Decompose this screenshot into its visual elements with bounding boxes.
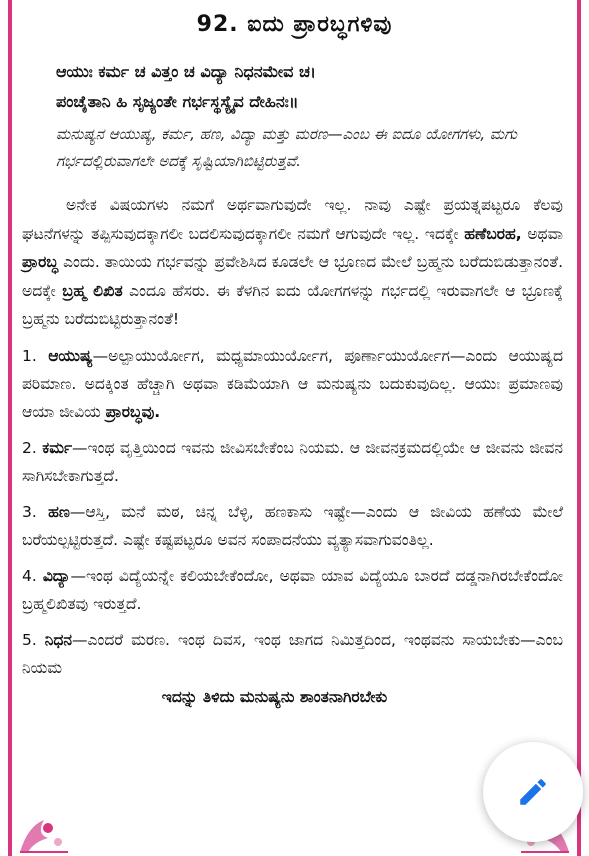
item-text: —ಇಂಥ ವಿದ್ಯೆಯನ್ನೇ ಕಲಿಯಬೇಕೆಂದೋ, ಅಥವಾ ಯಾವ ವಿದ್ಯೆಯೂ ಬಾರದೆ ದಡ್ಡನಾಗಿರಬೇಕೆಂದೋ ಬ್ರಹ್ಮಲಿಖಿತವು ಇರುತ್ತದೆ. [22, 566, 563, 613]
item-term: ಆಯುಷ್ಯ [48, 346, 93, 365]
item-number: 4. [22, 566, 37, 585]
intro-text-2: ಅಥವಾ [521, 224, 563, 243]
floral-corner-ornament-left [18, 806, 70, 854]
item-number: 1. [22, 346, 37, 365]
list-item [22, 626, 567, 682]
verse-line-1: ಆಯುಃ ಕರ್ಮ ಚ ವಿತ್ತಂ ಚ ವಿದ್ಯಾ ನಿಧನಮೇವ ಚ। [56, 62, 316, 81]
item-number: 5. [22, 630, 37, 649]
closing-line: ಇದನ್ನು ತಿಳಿದು ಮನುಷ್ಯನು ಶಾಂತನಾಗಿರಬೇಕು [161, 687, 388, 706]
page-border-right [577, 0, 581, 856]
verse-line-2: ಪಂಚೈತಾನಿ ಹಿ ಸೃಜ್ಯಂತೇ ಗರ್ಭಸ್ಥಸ್ಯೈವ ದೇಹಿನಃ॥ [56, 92, 299, 111]
list-item [22, 342, 567, 426]
item-number: 3. [22, 502, 37, 521]
item-text: —ಇಂಥ ವೃತ್ತಿಯಿಂದ ಇವನು ಜೀವಿಸಬೇಕೆಂಬ ನಿಯಮ. ಆ ಜೀವನಕ್ರಮದಲ್ಲಿಯೇ ಆ ಜೀವನು ಜೀವನ ಸಾಗಿಸಬೇಕಾಗುತ್ತದೆ. [22, 438, 563, 485]
item-tail: ಪ್ರಾರಬ್ಧವು. [105, 402, 161, 421]
document-page [22, 0, 567, 856]
edit-button[interactable] [483, 742, 583, 842]
intro-text-4: ಎಂದೂ ಹೆಸರು. ಈ ಕೆಳಗಿನ ಐದು ಯೋಗಗಳನ್ನು ಗರ್ಭದಲ್ಲಿ ಇರುವಾಗಲೇ ಆ ಭ್ರೂಣಕ್ಕೆ ಬ್ರಹ್ಮನು ಬರೆದುಬಿಟ್ಟಿರುತ್ತಾನಂತೆ! [22, 281, 563, 328]
item-term: ಕರ್ಮ [42, 438, 72, 457]
item-term: ನಿಧನ [44, 630, 73, 649]
verse-meaning: ಮನುಷ್ಯನ ಆಯುಷ್ಯ, ಕರ್ಮ, ಹಣ, ವಿದ್ಯಾ ಮತ್ತು ಮರಣ—ಎಂಬ ಈ ಐದೂ ಯೋಗಗಳು, ಮಗು ಗರ್ಭದಲ್ಲಿರುವಾಗಲೇ ಅದಕ್ಕೆ ಸೃಷ್ಟಿಯಾಗಿಬಿಟ್ಟಿರುತ್ತವೆ. [56, 125, 518, 170]
item-text: —ಅಲ್ಪಾಯುರ್ಯೋಗ, ಮಧ್ಯಮಾಯುರ್ಯೋಗ, ಪೂರ್ಣಾಯುರ್ಯೋಗ—ಎಂದು ಆಯುಷ್ಯದ ಪರಿಮಾಣ. ಅದಕ್ಕಿಂತ ಹೆಚ್ಚಾಗಿ ಅಥವಾ ಕಡಿಮೆಯಾಗಿ ಆ ಮನುಷ್ಯನು ಬದುಕುವುದಿಲ್ಲ. ಆಯುಃ ಪ್ರಮಾಣವು ಆಯಾ ಜೀವಿಯ [22, 346, 563, 421]
intro-bold-3: ಬ್ರಹ್ಮ ಲಿಖಿತ [62, 281, 123, 300]
item-text: —ಎಂದರೆ ಮರಣ. ಇಂಥ ದಿವಸ, ಇಂಥ ಜಾಗದ ನಿಮಿತ್ತದಿಂದ, ಇಂಥವನು ಸಾಯಬೇಕು—ಎಂಬ ನಿಯಮ [22, 630, 563, 677]
item-text: —ಆಸ್ತಿ, ಮನೆ ಮಠ, ಚಿನ್ನ ಬೆಳ್ಳಿ, ಹಣಕಾಸು ಇಷ್ಟೇ—ಎಂದು ಆ ಜೀವಿಯ ಹಣೆಯ ಮೇಲೆ ಬರೆಯಲ್ಪಟ್ಟಿರುತ್ತದೆ. ಎಷ್ಟೇ ಕಷ್ಟಪಟ್ಟರೂ ಅವನ ಸಂಪಾದನೆಯು ವ್ಯತ್ಯಾಸವಾಗುವಂತಿಲ್ಲ. [22, 502, 563, 549]
list-item [22, 434, 567, 490]
pencil-edit-icon [516, 775, 550, 809]
intro-paragraph [22, 191, 567, 334]
intro-bold-1: ಹಣೆಬರಹ, [464, 224, 522, 243]
page-border-left [8, 0, 12, 856]
list-item [22, 498, 567, 554]
intro-bold-2: ಪ್ರಾರಬ್ಧ [22, 253, 59, 271]
item-number: 2. [22, 438, 37, 457]
page-title: 92. ಐದು ಪ್ರಾರಬ್ಧಗಳಿವು [196, 12, 393, 37]
sanskrit-verse [22, 57, 567, 117]
list-item [22, 562, 567, 618]
intro-text-1: ಅನೇಕ ವಿಷಯಗಳು ನಮಗೆ ಅರ್ಥವಾಗುವುದೇ ಇಲ್ಲ. ನಾವು ಎಷ್ಟೇ ಪ್ರಯತ್ನಪಟ್ಟರೂ ಕೆಲವು ಘಟನೆಗಳನ್ನು ತಪ್ಪಿಸುವುದಕ್ಕಾಗಲೀ ಬದಲಿಸುವುದಕ್ಕಾಗಲೀ ನಮಗೆ ಆಗುವುದೇ ಇಲ್ಲ. ಇದಕ್ಕೇ [22, 196, 563, 243]
intro-text-3: ಎಂದು. ತಾಯಿಯ ಗರ್ಭವನ್ನು ಪ್ರವೇಶಿಸಿದ ಕೂಡಲೇ ಆ ಭ್ರೂಣದ ಮೇಲೆ ಬ್ರಹ್ಮನು ಬರೆದುಬಿಡುತ್ತಾನಂತೆ. ಅದಕ್ಕೇ [22, 253, 563, 300]
item-term: ಹಣ [48, 502, 70, 521]
item-term: ವಿದ್ಯಾ [42, 566, 71, 585]
